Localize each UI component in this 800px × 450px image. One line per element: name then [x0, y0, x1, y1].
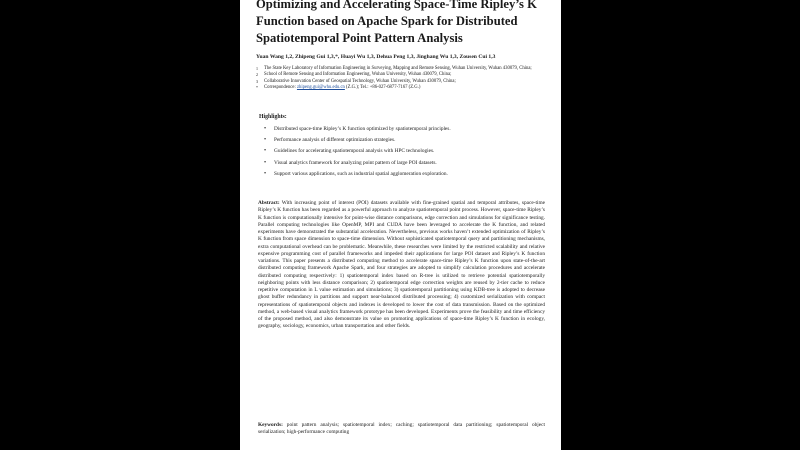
keywords-text: point pattern analysis; spatiotemporal index; caching; spatiotemporal data partitioning; spatiotemporal object serialization; high-performance computing	[258, 422, 545, 436]
bullet-icon: •	[264, 126, 267, 132]
highlights-heading: Highlights:	[259, 114, 287, 120]
bullet-icon: •	[264, 170, 267, 177]
highlight-item	[264, 169, 554, 180]
highlight-text: Guidelines for accelerating spatiotemporal analysis with HPC technologies.	[274, 148, 435, 155]
correspondence-marker: *	[256, 84, 258, 90]
affiliation-text: Collaborative Innovation Center of Geospatial Technology, Wuhan University, Wuhan 430079, China;	[264, 78, 456, 84]
highlight-item	[264, 124, 554, 135]
highlight-item	[264, 146, 554, 157]
affiliation-block	[256, 66, 556, 91]
keywords	[258, 422, 545, 437]
abstract-label: Abstract:	[258, 200, 280, 206]
correspondence-email-link[interactable]: zhipeng.gui@whu.edu.cn	[296, 84, 345, 90]
bullet-icon: •	[264, 148, 267, 155]
bullet-icon: •	[264, 137, 267, 144]
affiliation-text: School of Remote Sensing and Information Engineering, Wuhan University, Wuhan 430079, China;	[264, 72, 452, 78]
highlight-text: Support various applications, such as industrial spatial agglomeration exploration.	[274, 170, 448, 177]
bullet-icon: •	[264, 159, 267, 166]
affiliation-number: 2	[256, 72, 258, 78]
highlight-text: Distributed space-time Ripley’s K function optimized by spatiotemporal principles.	[274, 126, 451, 132]
abstract-text: With increasing point of interest (POI) datasets available with fine-grained spatial and temporal attributes, space-time Ripley’s K function has been regarded as a powerful approach to analyze spatiotemporal point process. However, space-time Ripley’s K function is computationally intensive for point-wise distance comparisons, edge correction and simulations for significance testing. Parallel computing technologies like OpenMP, MPI and CUDA have been leveraged to accelerate the K function, and related experiments have demonstrated the substantial acceleration. Nevertheless, previous works haven’t extended optimization of Ripley’s K function from space dimension to space-time dimension. Without sophisticated spatiotemporal query and partitioning mechanisms, extra computational overhead can be problematic. Meanwhile, these researches were limited by the restricted scalability and relative expensive programming cost of parallel frameworks and impeded their applications for large POI dataset and Ripley’s K function variations. This paper presents a distributed computing method to accelerate space-time Ripley’s K function upon state-of-the-art distributed computing framework Apache Spark, and four strategies are adopted to simplify calculation procedures and accelerate distributed computing respectively: 1) spatiotemporal index based on R-tree is utilized to retrieve potential spatiotemporally neighboring points with less distance comparison; 2) spatiotemporal edge correction weights are reused by 2-tier cache to reduce repetitive computation in L value estimation and simulations; 3) spatiotemporal partitioning using KDB-tree is adopted to decrease ghost buffer redundancy in partitions and support near-balanced distributed processing; 4) customized serialization with compact representations of spatiotemporal objects and indexes is developed to lower the cost of data transmission. Based on the optimized method, a web-based visual analytics framework prototype has been developed. Experiments prove the feasibility and time efficiency of the proposed method, and also demonstrate its value on promoting applications of space-time Ripley’s K function in ecology, geography, sociology, economics, urban transportation and other fields.	[258, 200, 545, 330]
affiliation-number: 1	[256, 66, 258, 71]
correspondence-details: (Z.G.); Tel.: +86-027-6877-7167 (Z.G.)	[344, 84, 421, 90]
keywords-label: Keywords:	[258, 422, 283, 428]
abstract	[258, 200, 545, 331]
highlight-item	[264, 158, 554, 169]
highlight-item	[264, 135, 554, 146]
highlight-text: Visual analytics framework for analyzing point pattern of large POI datasets.	[274, 159, 437, 166]
correspondence	[256, 85, 556, 91]
affiliation-text: The State Key Laboratory of Information Engineering in Surveying, Mapping and Remote Sensing, Wuhan University, Wuhan 430079, China;	[264, 66, 532, 71]
paper-title: Optimizing and Accelerating Space-Time Ripley’s K Function based on Apache Spark for Distributed Spatiotemporal Point Pattern Analysis	[256, 0, 537, 45]
correspondence-label: Correspondence:	[264, 84, 297, 90]
correspondence-text	[264, 85, 420, 91]
paper-page	[240, 0, 561, 450]
author-list: Yuan Wang 1,2, Zhipeng Gui 1,3,*, Huayi Wu 1,3, Dehua Peng 1,3, Jinghang Wu 1,3, Zousen Cui 1,3	[256, 54, 496, 60]
highlights-list	[264, 124, 554, 180]
highlight-text: Performance analysis of different optimization strategies.	[274, 137, 396, 144]
affiliation-number: 3	[256, 78, 258, 84]
